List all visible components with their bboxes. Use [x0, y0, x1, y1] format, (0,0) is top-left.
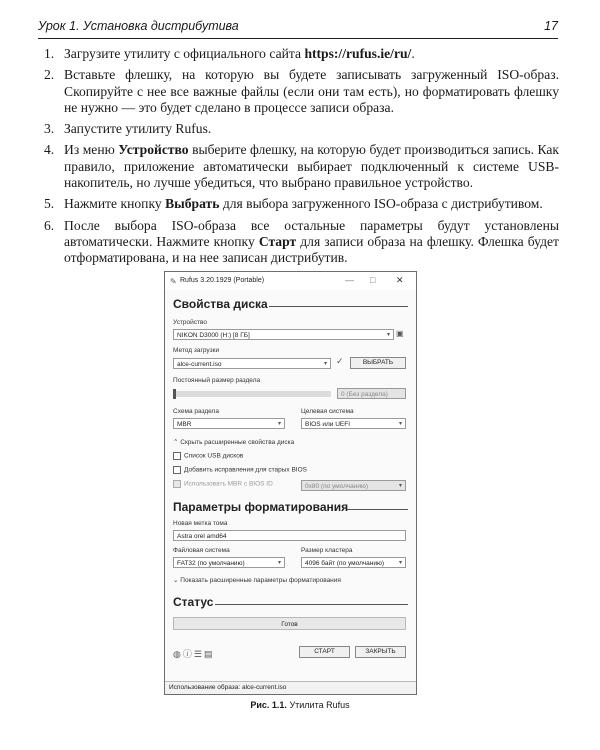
minimize-icon[interactable]: —	[345, 275, 354, 285]
figure-caption	[0, 700, 600, 710]
list-item	[44, 121, 559, 137]
instruction-list	[44, 46, 559, 272]
file-system-label: Файловая система	[173, 547, 230, 554]
chevron-down-icon: ▾	[386, 332, 390, 338]
section-divider	[215, 604, 408, 605]
step-text: для записи образа на флешку. Флешка будет отформатирована, и на нее записан дистрибутив.	[64, 233, 559, 266]
device-value: NIKON D3000 (H:) [8 ГБ]	[177, 332, 250, 339]
figure-text: Утилита Rufus	[286, 700, 350, 710]
persistent-size-label: Постоянный размер раздела	[173, 377, 261, 384]
step-text: Запустите утилиту Rufus.	[64, 121, 212, 137]
step-text: Из меню	[64, 142, 119, 158]
step-emphasis: Старт	[258, 233, 297, 249]
list-item	[44, 217, 559, 267]
save-icon[interactable]: ▣	[396, 329, 404, 338]
maximize-icon[interactable]: □	[370, 275, 376, 285]
boot-method-label: Метод загрузки	[173, 347, 220, 354]
mbr-bios-id-checkbox[interactable]	[173, 480, 273, 488]
device-label: Устройство	[173, 319, 208, 326]
step-text: выберите флешку, на которую будет производиться запись. Как правило, приложение автоматически выбирает подключенный к системе USB-накопитель, но лучше убедиться, что выбрано правильное устройство.	[64, 142, 559, 191]
list-number: 5.	[44, 196, 55, 212]
list-number: 1.	[44, 46, 55, 61]
chevron-down-icon: ▾	[323, 361, 327, 367]
check-circle-icon: ✓	[336, 356, 344, 366]
start-button[interactable]: СТАРТ	[299, 646, 350, 658]
partition-scheme-select[interactable]	[173, 418, 285, 429]
select-button[interactable]: ВЫБРАТЬ	[350, 357, 406, 369]
step-text: для выбора загруженного ISO-образа с дистрибутивом.	[219, 196, 543, 212]
hide-advanced-drive-label: Скрыть расширенные свойства диска	[180, 439, 295, 446]
log-icon[interactable]: ▤	[203, 649, 215, 659]
info-icon[interactable]: ⓘ	[182, 649, 194, 659]
persistent-size-slider[interactable]	[173, 391, 331, 397]
format-options-heading: Параметры форматирования	[173, 500, 349, 514]
chevron-down-icon: ▾	[277, 421, 281, 427]
rufus-window	[164, 271, 417, 695]
bios-id-value: 0x80 (по умолчанию)	[305, 483, 369, 490]
bios-fixes-label: Добавить исправления для старых BIOS	[184, 466, 307, 474]
page-number: 17	[544, 19, 558, 33]
status-progress-bar: Готов	[173, 617, 406, 630]
step-text: Загрузите утилиту с официального сайта	[64, 46, 305, 61]
step-emphasis: https://rufus.ie/ru/	[304, 46, 412, 61]
chevron-up-icon: ⌃	[173, 439, 179, 446]
show-advanced-format-label: Показать расширенные параметры форматирования	[180, 577, 341, 584]
status-heading: Статус	[173, 595, 214, 609]
list-usb-label: Список USB дисков	[184, 452, 244, 460]
drive-properties-heading: Свойства диска	[173, 297, 268, 311]
boot-method-value: alce-current.iso	[177, 361, 222, 368]
list-item	[44, 67, 559, 116]
list-number: 4.	[44, 142, 55, 158]
chevron-down-icon: ▾	[398, 483, 402, 489]
cluster-size-select[interactable]	[301, 557, 406, 568]
bios-fixes-checkbox[interactable]	[173, 466, 307, 474]
close-button[interactable]: ЗАКРЫТЬ	[355, 646, 406, 658]
list-item	[44, 46, 559, 62]
partition-scheme-label: Схема раздела	[173, 408, 219, 415]
list-item	[44, 142, 559, 191]
status-bar: Использование образа: alce-current.iso	[165, 681, 416, 694]
title-bar	[165, 272, 416, 290]
target-system-select[interactable]	[301, 418, 406, 429]
device-select[interactable]	[173, 329, 394, 340]
show-advanced-format-toggle[interactable]	[173, 576, 341, 584]
partition-scheme-value: MBR	[177, 421, 192, 428]
checkbox-box	[173, 452, 181, 460]
section-divider	[347, 509, 408, 510]
step-emphasis: Выбрать	[165, 196, 220, 212]
close-icon[interactable]: ✕	[396, 275, 404, 285]
step-emphasis: Устройство	[118, 142, 189, 158]
rufus-app-icon: ✎	[170, 277, 177, 286]
section-divider	[269, 306, 408, 307]
step-text: Вставьте флешку, на которую вы будете записывать загруженный ISO-образ. Скопируйте с нее все важные файлы (если они там есть), но форматировать флешку не нужно — это будет сделано в процессе записи образа.	[64, 67, 559, 115]
settings-icon[interactable]: ☰	[193, 649, 204, 659]
slider-handle[interactable]	[173, 389, 176, 399]
bios-id-select[interactable]	[301, 480, 406, 491]
target-system-label: Целевая система	[301, 408, 354, 415]
window-title: Rufus 3.20.1929 (Portable)	[180, 277, 265, 284]
figure-label: Рис. 1.1.	[250, 700, 287, 710]
list-item	[44, 196, 559, 212]
chapter-title: Урок 1. Установка дистрибутива	[38, 19, 239, 33]
checkbox-box	[173, 466, 181, 474]
step-text: Нажмите кнопку	[64, 196, 166, 212]
persistent-size-field[interactable]: 0 (Без раздела)	[337, 388, 406, 399]
step-text: .	[411, 46, 415, 61]
list-number: 2.	[44, 67, 55, 83]
volume-label-input[interactable]: Astra orel amd64	[173, 530, 406, 541]
page-header	[38, 16, 558, 39]
chevron-down-icon: ▾	[398, 421, 402, 427]
globe-icon[interactable]: ◍	[173, 649, 183, 659]
checkbox-box	[173, 480, 181, 488]
volume-label-label: Новая метка тома	[173, 520, 228, 527]
cluster-size-value: 4096 байт (по умолчанию)	[305, 560, 385, 567]
file-system-select[interactable]	[173, 557, 285, 568]
chevron-down-icon: ▾	[277, 560, 281, 566]
target-system-value: BIOS или UEFI	[305, 421, 351, 428]
step-text: После выбора ISO-образа все остальные параметры будут установлены автоматически. Нажмите кнопку	[64, 217, 559, 249]
chevron-down-icon: ▾	[398, 560, 402, 566]
toolbar-icons	[173, 647, 214, 660]
chevron-down-icon: ⌄	[173, 577, 179, 584]
list-number: 3.	[44, 121, 55, 137]
file-system-value: FAT32 (по умолчанию)	[177, 560, 245, 567]
list-usb-checkbox[interactable]	[173, 452, 243, 460]
cluster-size-label: Размер кластера	[301, 547, 353, 554]
mbr-bios-id-label: Использовать MBR с BIOS ID	[184, 480, 273, 488]
list-number: 6.	[44, 217, 55, 233]
hide-advanced-drive-toggle[interactable]	[173, 438, 294, 446]
boot-method-select[interactable]	[173, 358, 331, 369]
